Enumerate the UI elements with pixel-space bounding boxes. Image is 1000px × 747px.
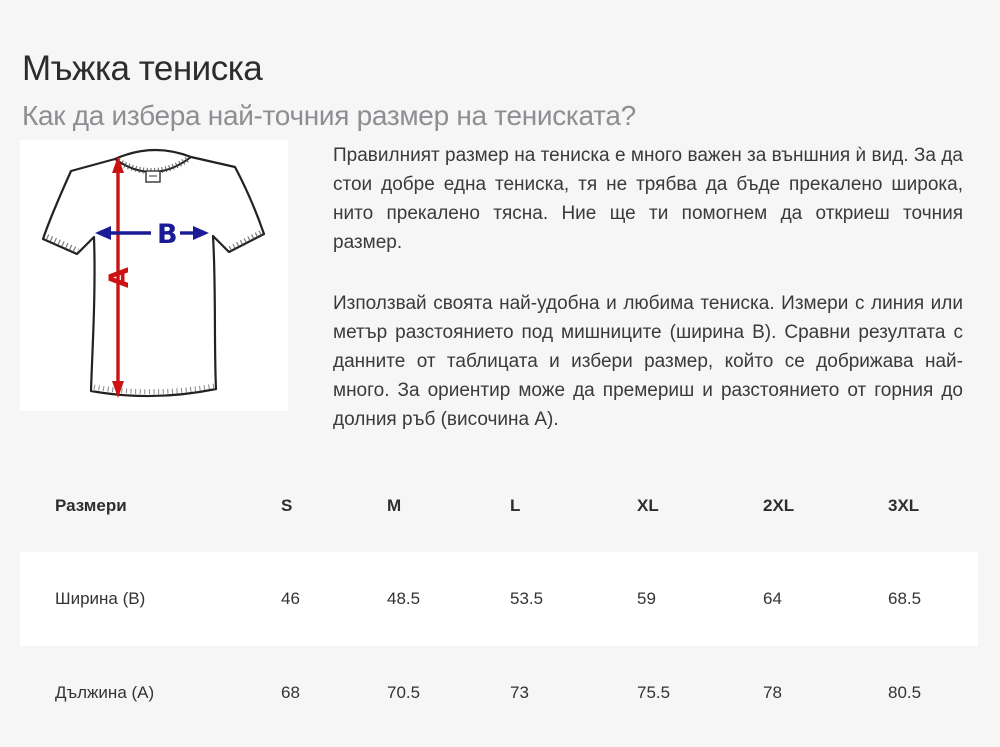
table-row-width (20, 552, 978, 646)
size-header-l: L (510, 496, 521, 515)
size-header-3xl: 3XL (888, 496, 920, 515)
size-table-header-row (20, 460, 978, 552)
length-value-3xl: 80.5 (888, 683, 922, 702)
tshirt-outline (43, 150, 264, 396)
row-label-length: Дължина (A) (55, 683, 155, 702)
width-value-s: 46 (281, 589, 300, 608)
length-value-xl: 75.5 (637, 683, 671, 702)
page-subtitle: Как да избера най-точния размер на тениската? (22, 100, 636, 132)
width-value-2xl: 64 (763, 589, 782, 608)
tshirt-measurement-diagram (20, 140, 288, 411)
size-table-header-label: Размери (55, 496, 127, 515)
measure-label-a: A (104, 267, 135, 288)
length-value-l: 73 (510, 683, 529, 702)
size-header-m: M (387, 496, 402, 515)
length-value-2xl: 78 (763, 683, 782, 702)
length-value-m: 70.5 (387, 683, 421, 702)
table-row-length (20, 646, 978, 740)
width-value-3xl: 68.5 (888, 589, 922, 608)
tshirt-diagram-svg (20, 140, 288, 411)
length-value-s: 68 (281, 683, 300, 702)
size-header-2xl: 2XL (763, 496, 795, 515)
row-label-width: Ширина (B) (55, 589, 146, 608)
width-value-m: 48.5 (387, 589, 421, 608)
width-value-xl: 59 (637, 589, 656, 608)
intro-paragraph-2: Използвай своята най-удобна и любима тениска. Измери с линия или метър разстоянието под мишниците (ширина B). Сравни резултата с данните от таблицата и избери размер, който се добрижава най-много. За ориентир може да премериш и разстоянието от горния до долния ръб (височина A). (333, 293, 963, 430)
intro-paragraph-1: Правилният размер на тениска е много важен за външния ѝ вид. За да стои добре една тениска, тя не трябва да бъде прекалено широка, нито прекалено тясна. Ние ще ти помогнем да откриеш точния размер. (333, 145, 963, 253)
intro-text (333, 141, 963, 434)
page-title: Мъжка тениска (22, 49, 263, 89)
size-table (20, 460, 978, 740)
measure-label-b: B (157, 219, 178, 250)
size-header-s: S (281, 496, 293, 515)
size-header-xl: XL (637, 496, 659, 515)
width-value-l: 53.5 (510, 589, 544, 608)
